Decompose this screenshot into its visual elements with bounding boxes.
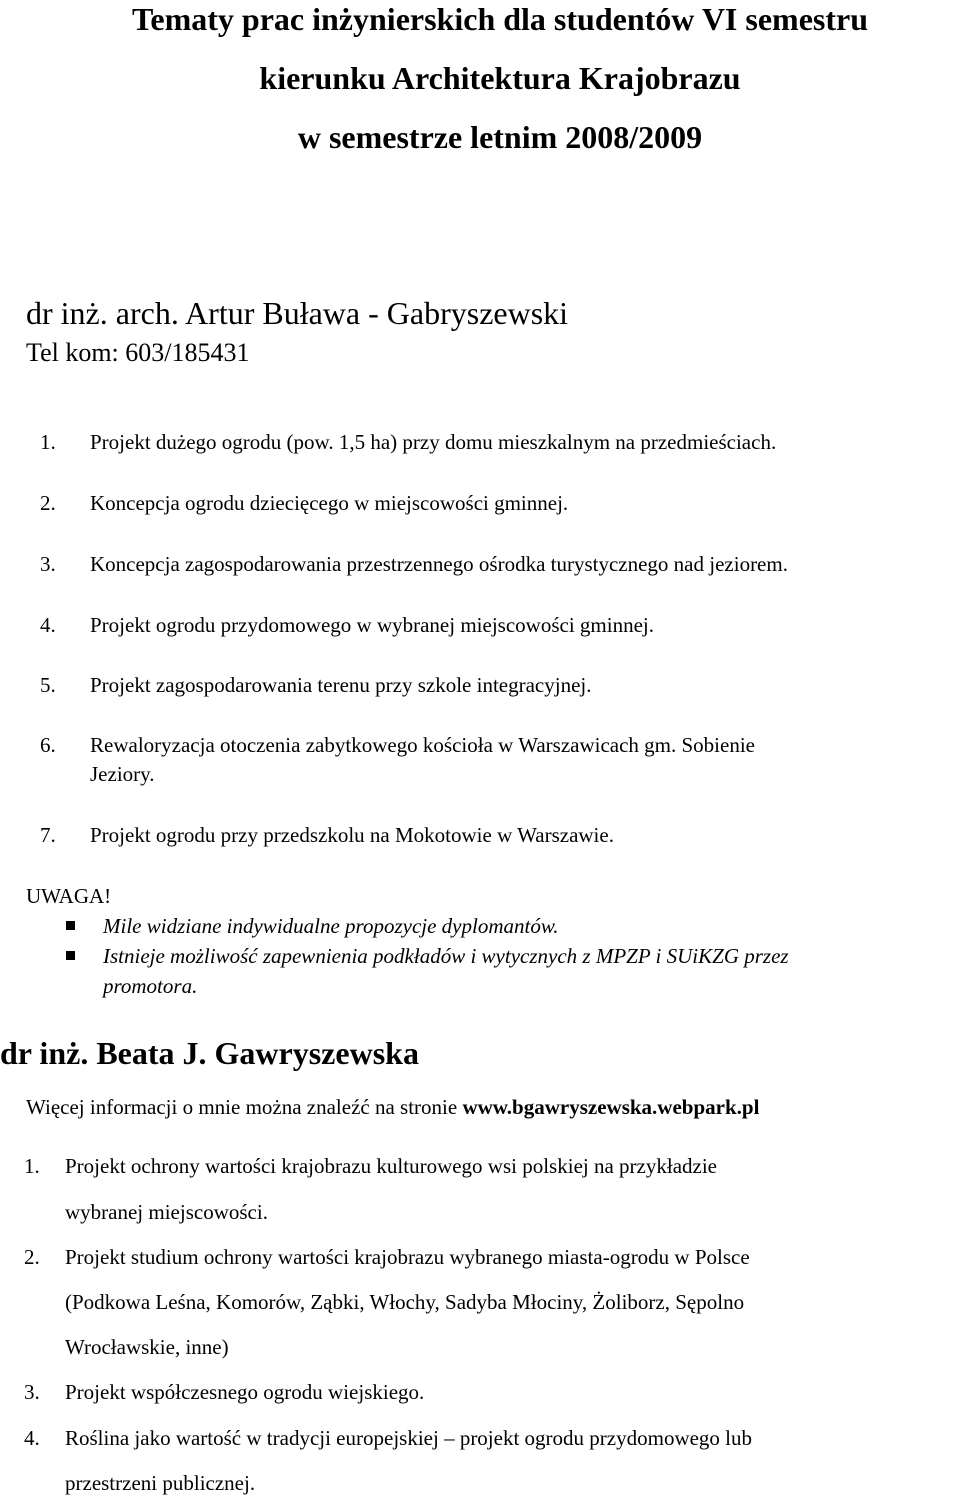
topic-number: 4. [24,1426,40,1450]
topic-text: Projekt studium ochrony wartości krajobrazu wybranego miasta-ogrodu w Polsce [65,1245,750,1269]
topic-number: 3. [24,1380,40,1404]
topic-number: 1. [24,1154,40,1178]
topic-number: 7. [40,823,56,847]
topic-text: Koncepcja zagospodarowania przestrzennego ośrodka turystycznego nad jeziorem. [90,552,788,576]
topic-text: Projekt ochrony wartości krajobrazu kulturowego wsi polskiej na przykładzie [65,1154,717,1178]
topic-number: 5. [40,673,56,697]
topic-text: Koncepcja ogrodu dziecięcego w miejscowości gminnej. [90,491,569,515]
supervisor-1-name: dr inż. arch. Artur Buława - Gabryszewski [26,295,569,331]
square-bullet-icon [66,921,75,930]
topic-text-continued: wybranej miejscowości. [65,1200,268,1224]
document-title-line-3: w semestrze letnim 2008/2009 [297,119,703,155]
topic-number: 3. [40,552,56,576]
topic-text-continued: Jeziory. [90,762,155,786]
topic-text: Rewaloryzacja otoczenia zabytkowego kościoła w Warszawicach gm. Sobienie [90,733,755,757]
topic-number: 6. [40,733,56,757]
website-link[interactable]: www.bgawryszewska.webpark.pl [462,1095,760,1119]
square-bullet-icon [66,951,75,960]
supervisor-2-name: dr inż. Beata J. Gawryszewska [0,1035,419,1071]
document-title-line-1: Tematy prac inżynierskich dla studentów VI semestru [131,1,868,37]
topic-number: 2. [24,1245,40,1269]
note-text: Mile widziane indywidualne propozycje dyplomantów. [103,914,559,938]
info-text: Więcej informacji o mnie można znaleźć na stronie [26,1095,463,1119]
topic-number: 1. [40,430,56,454]
supervisor-1-phone: Tel kom: 603/185431 [26,338,250,367]
note-text-continued: promotora. [103,974,198,998]
topic-text: Projekt ogrodu przy przedszkolu na Mokotowie w Warszawie. [90,823,614,847]
topic-text: Projekt dużego ogrodu (pow. 1,5 ha) przy domu mieszkalnym na przedmieściach. [90,430,777,454]
topic-text-continued: przestrzeni publicznej. [65,1471,256,1495]
topic-number: 2. [40,491,56,515]
topic-text-continued: Wrocławskie, inne) [65,1335,229,1359]
document-title-line-2: kierunku Architektura Krajobrazu [259,60,741,96]
topic-text: Roślina jako wartość w tradycji europejskiej – projekt ogrodu przydomowego lub [65,1426,753,1450]
topic-text: Projekt współczesnego ogrodu wiejskiego. [65,1380,425,1404]
note-label: UWAGA! [26,884,112,908]
topic-text: Projekt ogrodu przydomowego w wybranej miejscowości gminnej. [90,613,654,637]
note-text: Istnieje możliwość zapewnienia podkładów i wytycznych z MPZP i SUiKZG przez [103,944,789,968]
topic-text: Projekt zagospodarowania terenu przy szkole integracyjnej. [90,673,592,697]
supervisor-2-info [26,1097,759,1118]
topic-number: 4. [40,613,56,637]
topic-text-continued: (Podkowa Leśna, Komorów, Ząbki, Włochy, Sadyba Młociny, Żoliborz, Sępolno [65,1290,745,1314]
